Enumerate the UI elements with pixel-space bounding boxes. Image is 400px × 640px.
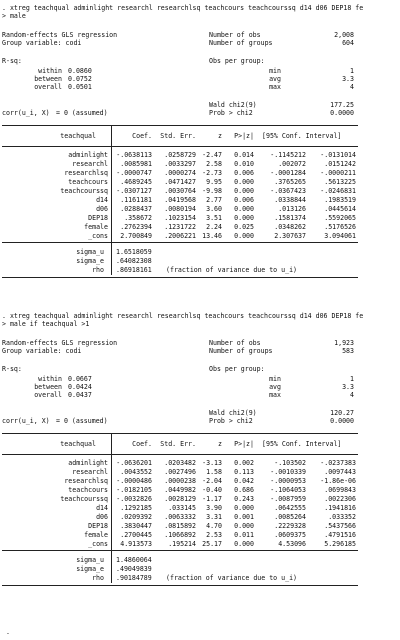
row-variable: d06 [96,513,108,521]
variance-component-label: sigma_e [76,565,104,573]
ci-upper-value: .5592065 [324,214,356,222]
row-variable: teachcourssq [60,495,108,503]
ci-upper-value: .5437566 [324,522,356,530]
number-of-obs-value: 2,008 [334,31,354,39]
corr-label: corr(u_i, X) [2,109,50,117]
prob-chi2-label: Prob > chi2 [209,109,253,117]
pvalue-value: 0.000 [234,504,254,512]
r-squared-within-label: within [38,375,62,383]
table-header-pvalue: P>|z| [234,440,254,448]
r-squared-overall-label: overall [34,391,62,399]
row-variable: teachcours [68,178,108,186]
number-of-groups-label: Number of groups [209,39,273,47]
ci-lower-value: .2229328 [274,522,306,530]
z-value: 1.58 [206,468,222,476]
ci-lower-value: -.1064053 [270,486,306,494]
table-body-divider [111,454,112,553]
coef-value: .4689245 [120,178,152,186]
prob-chi2-value: 0.0000 [330,417,354,425]
pvalue-value: 0.025 [234,223,254,231]
z-value: 3.51 [206,214,222,222]
coef-value: -.0636201 [116,459,152,467]
pvalue-value: 0.000 [234,187,254,195]
ci-upper-value: .0151242 [324,160,356,168]
obs-per-group-stat-label: max [269,83,281,91]
table-header-rule [2,146,358,147]
group-variable-label: Group variable: codi [2,347,82,355]
row-variable: _cons [88,540,108,548]
prob-chi2-value: 0.0000 [330,109,354,117]
coef-value: 2.700849 [120,232,152,240]
row-variable: d06 [96,205,108,213]
stderr-value: .0080194 [164,205,196,213]
r-squared-value: 0.0424 [68,383,92,391]
stderr-value: .2006221 [164,232,196,240]
row-variable: female [84,223,108,231]
number-of-obs-label: Number of obs [209,339,261,347]
r-squared-between-label: between [34,75,62,83]
pvalue-value: 0.000 [234,205,254,213]
coef-value: 4.913573 [120,540,152,548]
z-value: 2.58 [206,160,222,168]
table-header-coef: Coef. [132,440,152,448]
row-variable: _cons [88,232,108,240]
z-value: 2.53 [206,531,222,539]
variance-component-value: 1.6518059 [116,248,152,256]
variance-component-label: sigma_u [76,248,104,256]
coef-value: .0085981 [120,160,152,168]
z-value: 9.95 [206,178,222,186]
ci-upper-value: -.0237383 [320,459,356,467]
command-line: . xtreg teachqual adminlight researchl researchlsq teachcours teachcourssq d14 d06 DEP18 fe [2,4,364,12]
coef-value: -.0307127 [116,187,152,195]
ci-lower-value: .002072 [278,160,306,168]
table-mid-rule [2,242,358,243]
stderr-value: .0419568 [164,196,196,204]
table-header-rule [2,454,358,455]
z-value: 2.24 [206,223,222,231]
pvalue-value: 0.686 [234,486,254,494]
ci-upper-value: .5176526 [324,223,356,231]
command-line: . xtreg teachqual adminlight researchl researchlsq teachcours teachcourssq d14 d06 DEP18 fe [2,312,364,320]
number-of-groups-value: 583 [342,347,354,355]
obs-per-group-stat-value: 1 [350,375,354,383]
table-header-z: z [218,132,222,140]
z-value: 3.60 [206,205,222,213]
model-title: Random-effects GLS regression [2,31,118,39]
stderr-value: .033145 [168,504,196,512]
r-squared-value: 0.0501 [68,83,92,91]
ci-lower-value: -.0010339 [270,468,306,476]
ci-lower-value: .0348262 [274,223,306,231]
stderr-value: .0028129 [164,495,196,503]
ci-upper-value: .0445614 [324,205,356,213]
ci-upper-value: 5.296185 [324,540,356,548]
variance-component-note: (fraction of variance due to u_i) [166,574,298,582]
table-top-rule [2,125,358,126]
obs-per-group-stat-value: 1 [350,67,354,75]
variance-component-value: 1.4860064 [116,556,152,564]
variance-component-value: .86918161 [116,266,152,274]
r-squared-value: 0.0437 [68,391,92,399]
pvalue-value: 0.001 [234,513,254,521]
stderr-value: .195214 [168,540,196,548]
ci-upper-value: .033352 [328,513,356,521]
row-variable: teachcourssq [60,187,108,195]
table-header-coef: Coef. [132,132,152,140]
row-variable: researchl [72,468,108,476]
corr-label: corr(u_i, X) [2,417,50,425]
table-body-divider [111,146,112,245]
coef-value: -.0000486 [116,477,152,485]
coef-value: .0209392 [120,513,152,521]
ci-upper-value: -1.86e-06 [320,477,356,485]
pvalue-value: 0.000 [234,214,254,222]
variance-component-value: .64082308 [116,257,152,265]
coef-value: .0288437 [120,205,152,213]
table-header-divider [111,125,112,147]
table-header-depvar: teachqual [60,132,96,140]
command-continuation: > male [2,12,26,20]
obs-per-group-stat-label: avg [269,75,281,83]
pvalue-value: 0.243 [234,495,254,503]
pvalue-value: 0.006 [234,196,254,204]
ci-upper-value: -.0000211 [320,169,356,177]
stderr-value: .0471427 [164,178,196,186]
ci-lower-value: .0085264 [274,513,306,521]
ci-upper-value: .0699843 [324,486,356,494]
coef-value: .2762394 [120,223,152,231]
ci-lower-value: -.0001284 [270,169,306,177]
coef-value: .0043552 [120,468,152,476]
stderr-value: .1066892 [164,531,196,539]
table-mid-rule [2,550,358,551]
ci-lower-value: -.0000953 [270,477,306,485]
stderr-value: .0815892 [164,522,196,530]
pvalue-value: 0.011 [234,531,254,539]
table-bottom-rule [2,585,358,586]
coef-value: .1292185 [120,504,152,512]
row-variable: researchlsq [64,169,108,177]
r-squared-value: 0.0667 [68,375,92,383]
ci-upper-value: .1983519 [324,196,356,204]
ci-upper-value: .1941816 [324,504,356,512]
row-variable: adminlight [68,151,108,159]
ci-lower-value: -.0367423 [270,187,306,195]
ci-lower-value: .1581374 [274,214,306,222]
row-variable: d14 [96,196,108,204]
row-variable: DEP18 [88,522,108,530]
pvalue-value: 0.000 [234,522,254,530]
pvalue-value: 0.000 [234,178,254,186]
obs-per-group-stat-label: min [269,67,281,75]
obs-per-group-stat-label: max [269,391,281,399]
variance-component-label: sigma_u [76,556,104,564]
variance-component-label: rho [92,574,104,582]
pvalue-value: 0.006 [234,169,254,177]
z-value: -2.04 [202,477,222,485]
row-variable: DEP18 [88,214,108,222]
table-top-rule [2,433,358,434]
row-variable: female [84,531,108,539]
coef-value: -.0000747 [116,169,152,177]
prob-chi2-label: Prob > chi2 [209,417,253,425]
stderr-value: .0000238 [164,477,196,485]
coef-value: -.0032826 [116,495,152,503]
variance-component-value: .49049839 [116,565,152,573]
r-squared-within-label: within [38,67,62,75]
obs-per-group-stat-value: 3.3 [342,75,354,83]
group-variable-label: Group variable: codi [2,39,82,47]
pvalue-value: 0.000 [234,232,254,240]
obs-per-group-label: Obs per group: [209,365,265,373]
pvalue-value: 0.113 [234,468,254,476]
stderr-value: .1023154 [164,214,196,222]
z-value: -1.17 [202,495,222,503]
variance-component-label: rho [92,266,104,274]
z-value: -9.98 [202,187,222,195]
table-header-divider [111,433,112,455]
ci-lower-value: 2.307637 [274,232,306,240]
table-header-stderr: Std. Err. [160,440,196,448]
stderr-value: .0258729 [164,151,196,159]
ci-lower-value: .0338844 [274,196,306,204]
sigma-divider [111,242,112,275]
wald-chi2-label: Wald chi2(9) [209,101,257,109]
z-value: 13.46 [202,232,222,240]
number-of-obs-value: 1,923 [334,339,354,347]
ci-upper-value: .0022306 [324,495,356,503]
table-bottom-rule [2,277,358,278]
stderr-value: .1231722 [164,223,196,231]
ci-lower-value: .0642555 [274,504,306,512]
sigma-divider [111,550,112,583]
variance-component-label: sigma_e [76,257,104,265]
variance-component-value: .90184789 [116,574,152,582]
number-of-groups-label: Number of groups [209,347,273,355]
ci-upper-value: .5613225 [324,178,356,186]
model-title: Random-effects GLS regression [2,339,118,347]
z-value: 4.70 [206,522,222,530]
row-variable: adminlight [68,459,108,467]
row-variable: d14 [96,504,108,512]
pvalue-value: 0.014 [234,151,254,159]
ci-lower-value: .0609375 [274,531,306,539]
z-value: 25.17 [202,540,222,548]
ci-lower-value: 4.53096 [278,540,306,548]
ci-upper-value: -.0246831 [320,187,356,195]
pvalue-value: 0.042 [234,477,254,485]
table-header-stderr: Std. Err. [160,132,196,140]
obs-per-group-stat-label: min [269,375,281,383]
coef-value: -.0182105 [116,486,152,494]
coef-value: .358672 [124,214,152,222]
ci-lower-value: -.0087959 [270,495,306,503]
stderr-value: .0000274 [164,169,196,177]
command-prompt[interactable]: . [6,628,10,636]
r-squared-value: 0.0860 [68,67,92,75]
ci-lower-value: -.103502 [274,459,306,467]
coef-value: .2700445 [120,531,152,539]
r-squared-between-label: between [34,383,62,391]
obs-per-group-stat-value: 4 [350,83,354,91]
ci-upper-value: .4791516 [324,531,356,539]
table-header-pvalue: P>|z| [234,132,254,140]
number-of-obs-label: Number of obs [209,31,261,39]
table-header-conf-interval: [95% Conf. Interval] [262,132,342,140]
corr-value: = 0 (assumed) [56,417,108,425]
ci-lower-value: -.1145212 [270,151,306,159]
ci-upper-value: .0097443 [324,468,356,476]
wald-chi2-value: 177.25 [330,101,354,109]
z-value: 3.90 [206,504,222,512]
z-value: 2.77 [206,196,222,204]
pvalue-value: 0.002 [234,459,254,467]
ci-upper-value: 3.094061 [324,232,356,240]
row-variable: teachcours [68,486,108,494]
z-value: 3.31 [206,513,222,521]
wald-chi2-value: 120.27 [330,409,354,417]
pvalue-value: 0.010 [234,160,254,168]
command-continuation: > male if teachqual >1 [2,320,90,328]
stderr-value: .0030764 [164,187,196,195]
obs-per-group-stat-label: avg [269,383,281,391]
ci-lower-value: .013126 [278,205,306,213]
pvalue-value: 0.000 [234,540,254,548]
variance-component-note: (fraction of variance due to u_i) [166,266,298,274]
number-of-groups-value: 604 [342,39,354,47]
row-variable: researchl [72,160,108,168]
stderr-value: .0027496 [164,468,196,476]
coef-value: -.0638113 [116,151,152,159]
r-squared-label: R-sq: [2,57,22,65]
coef-value: .3830447 [120,522,152,530]
corr-value: = 0 (assumed) [56,109,108,117]
wald-chi2-label: Wald chi2(9) [209,409,257,417]
obs-per-group-stat-value: 3.3 [342,383,354,391]
table-header-conf-interval: [95% Conf. Interval] [262,440,342,448]
z-value: -2.47 [202,151,222,159]
z-value: -2.73 [202,169,222,177]
r-squared-value: 0.0752 [68,75,92,83]
table-header-z: z [218,440,222,448]
ci-upper-value: -.0131014 [320,151,356,159]
obs-per-group-label: Obs per group: [209,57,265,65]
r-squared-overall-label: overall [34,83,62,91]
ci-lower-value: .3765265 [274,178,306,186]
z-value: -0.40 [202,486,222,494]
obs-per-group-stat-value: 4 [350,391,354,399]
row-variable: researchlsq [64,477,108,485]
r-squared-label: R-sq: [2,365,22,373]
coef-value: .1161181 [120,196,152,204]
stderr-value: .0203482 [164,459,196,467]
z-value: -3.13 [202,459,222,467]
stderr-value: .0063332 [164,513,196,521]
stderr-value: .0033297 [164,160,196,168]
stderr-value: .0449982 [164,486,196,494]
table-header-depvar: teachqual [60,440,96,448]
